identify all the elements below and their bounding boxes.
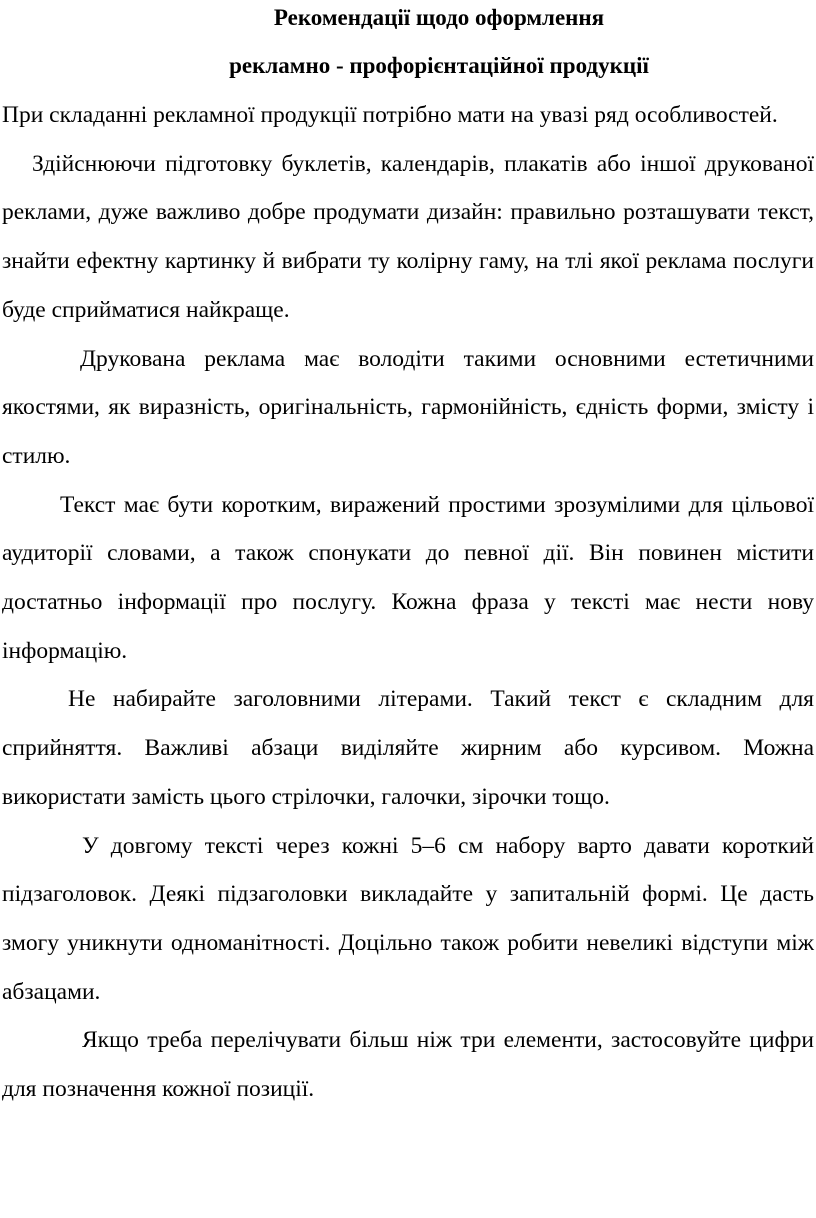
paragraph-5: Не набирайте заголовними літерами. Такий текст є складним для сприйняття. Важливі абзаци виділяйте жирним або курсивом. Можна використати замість цього стрілочки, галочки, зірочки тощо. bbox=[2, 686, 814, 810]
paragraph-1: При складанні рекламної продукції потрібно мати на увазі ряд особливостей. bbox=[2, 102, 778, 128]
document-title bbox=[0, 0, 816, 90]
paragraph-3: Друкована реклама має володіти такими основними естетичними якостями, як виразність, оригінальність, гармонійність, єдність форми, змісту і стилю. bbox=[2, 345, 814, 469]
paragraph-6: У довгому тексті через кожні 5–6 см набору варто давати короткий підзаголовок. Деякі підзаголовки викладайте у запитальній формі. Це дасть змогу уникнути одноманітності. Доцільно також робити невеликі відступи між абзацами. bbox=[2, 832, 814, 1005]
title-line-1: Рекомендації щодо оформлення bbox=[273, 5, 605, 30]
paragraph-4: Текст має бути коротким, виражений простими зрозумілими для цільової аудиторії словами, а також спонукати до певної дії. Він повинен містити достатньо інформації про послугу. Кожна фраза у тексті має нести нову інформацію. bbox=[2, 491, 814, 664]
title-line-2: рекламно - профорієнтаційної продукції bbox=[229, 53, 649, 78]
paragraph-2: Здійснюючи підготовку буклетів, календарів, плакатів або іншої друкованої реклами, дуже важливо добре продумати дизайн: правильно розташувати текст, знайти ефектну картинку й вибрати ту колірну гаму, на тлі якої реклама послуги буде сприйматися найкраще. bbox=[2, 150, 814, 323]
paragraph-7: Якщо треба перелічувати більш ніж три елементи, застосовуйте цифри для позначення кожної позиції. bbox=[2, 1027, 814, 1103]
